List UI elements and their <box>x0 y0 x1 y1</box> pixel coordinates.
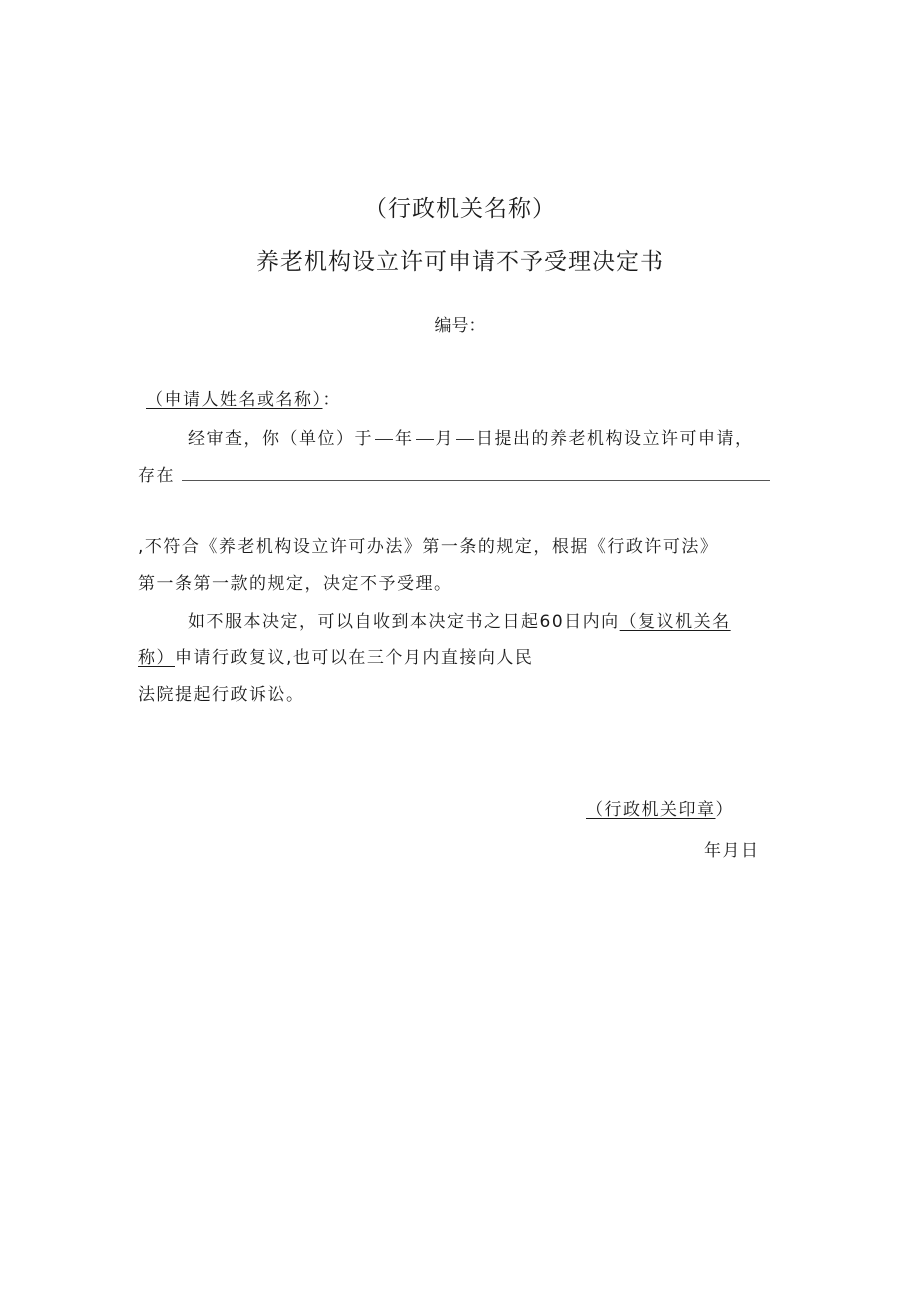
seal-close: ） <box>715 800 734 820</box>
year-blank <box>375 439 393 440</box>
agency-seal-field: （行政机关印章 <box>586 800 716 820</box>
paragraph-3-line-3: 法院提起行政诉讼。 <box>138 685 305 705</box>
document-number-label: 编号： <box>434 316 486 336</box>
p1-text-b: 年 <box>395 429 414 449</box>
review-org-field-b: 称） <box>138 648 175 668</box>
day-blank <box>456 439 474 440</box>
paragraph-3-line-1 <box>188 607 731 632</box>
p1-text-c: 月 <box>435 429 454 449</box>
month-blank <box>416 439 434 440</box>
document-title: 养老机构设立许可申请不予受理决定书 <box>256 249 664 275</box>
p3-days: 60 <box>539 612 565 632</box>
addressee-name-field: （申请人姓名或名称） <box>146 390 323 410</box>
paragraph-1-line-1 <box>188 424 754 449</box>
p3-text-c: 申请行政复议,也可以在三个月内直接向人民 <box>175 648 534 668</box>
reason-blank <box>182 466 770 481</box>
paragraph-3-line-2 <box>138 643 533 668</box>
paragraph-2-line-2: 第一条第一款的规定，决定不予受理。 <box>138 574 453 594</box>
p3-text-a: 如不服本决定，可以自收到本决定书之日起 <box>188 612 540 632</box>
p3-text-b: 日内向 <box>564 612 620 632</box>
date-line: 年月日 <box>704 841 760 861</box>
agency-name-heading: （行政机关名称） <box>364 196 556 222</box>
p1-text-a: 经审查，你（单位）于 <box>188 429 373 449</box>
paragraph-2-line-1: ,不符合《养老机构设立许可办法》第一条的规定，根据《行政许可法》 <box>138 537 719 557</box>
p1-exists-label: 存在 <box>138 466 175 486</box>
p1-text-d: 日提出的养老机构设立许可申请， <box>476 429 754 449</box>
addressee-line <box>146 385 341 410</box>
addressee-colon: ： <box>322 390 341 410</box>
review-org-field-a: （复议机关名 <box>619 612 731 632</box>
paragraph-1-line-2 <box>138 461 770 486</box>
seal-line <box>586 795 734 820</box>
